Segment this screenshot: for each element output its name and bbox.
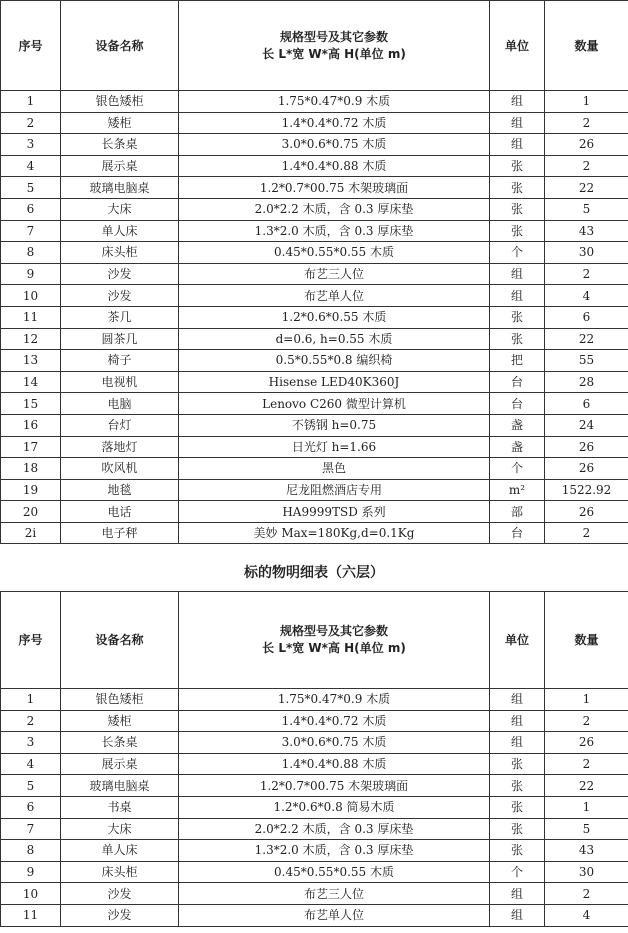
table-row — [1, 371, 628, 393]
cell-qty: 6 — [545, 306, 628, 328]
table-row — [1, 883, 628, 905]
table-row — [1, 91, 628, 113]
cell-spec: 布艺三人位 — [179, 883, 490, 905]
cell-qty: 4 — [545, 904, 628, 926]
cell-qty: 26 — [545, 436, 628, 458]
header-no: 序号 — [1, 1, 61, 91]
equipment-table-2 — [0, 591, 628, 927]
cell-name: 沙发 — [61, 904, 179, 926]
header-spec-line1: 规格型号及其它参数 — [279, 29, 388, 44]
cell-qty: 1522.92 — [545, 479, 628, 501]
table-row — [1, 479, 628, 501]
cell-name: 长条桌 — [61, 732, 179, 754]
cell-unit: 张 — [490, 198, 545, 220]
cell-unit: m² — [490, 479, 545, 501]
table-row — [1, 689, 628, 711]
cell-unit: 部 — [490, 501, 545, 523]
cell-spec: 1.4*0.4*0.72 木质 — [179, 112, 490, 134]
cell-unit: 张 — [490, 796, 545, 818]
table-row — [1, 818, 628, 840]
cell-no: 18 — [1, 458, 61, 480]
table-row — [1, 458, 628, 480]
cell-qty: 28 — [545, 371, 628, 393]
cell-unit: 张 — [490, 155, 545, 177]
cell-qty: 6 — [545, 393, 628, 415]
header-spec-line1: 规格型号及其它参数 — [279, 624, 388, 638]
cell-qty: 5 — [545, 818, 628, 840]
table-row — [1, 840, 628, 862]
cell-qty: 1 — [545, 796, 628, 818]
table-row — [1, 904, 628, 926]
cell-unit: 组 — [490, 883, 545, 905]
table-row — [1, 134, 628, 156]
cell-qty: 30 — [545, 242, 628, 264]
cell-name: 落地灯 — [61, 436, 179, 458]
cell-no: 16 — [1, 414, 61, 436]
cell-spec: 0.5*0.55*0.8 编织椅 — [179, 350, 490, 372]
cell-no: 8 — [1, 242, 61, 264]
table-row — [1, 436, 628, 458]
cell-unit: 组 — [490, 112, 545, 134]
cell-no: 1 — [1, 91, 61, 113]
cell-spec: 1.75*0.47*0.9 木质 — [179, 689, 490, 711]
cell-qty: 1 — [545, 91, 628, 113]
cell-unit: 台 — [490, 393, 545, 415]
cell-unit: 张 — [490, 177, 545, 199]
cell-unit: 盏 — [490, 436, 545, 458]
table-row — [1, 177, 628, 199]
table-row — [1, 350, 628, 372]
cell-qty: 26 — [545, 732, 628, 754]
cell-no: 6 — [1, 796, 61, 818]
cell-unit: 个 — [490, 458, 545, 480]
cell-qty: 43 — [545, 840, 628, 862]
cell-no: 12 — [1, 328, 61, 350]
cell-spec: Lenovo C260 微型计算机 — [179, 393, 490, 415]
table-row — [1, 710, 628, 732]
cell-name: 矮柜 — [61, 112, 179, 134]
cell-name: 银色矮柜 — [61, 91, 179, 113]
cell-spec: 1.4*0.4*0.72 木质 — [179, 710, 490, 732]
header-spec — [179, 592, 490, 689]
table-caption: 标的物明细表（六层） — [244, 565, 384, 581]
cell-no: 5 — [1, 177, 61, 199]
cell-qty: 43 — [545, 220, 628, 242]
cell-qty: 2 — [545, 710, 628, 732]
cell-name: 电子秤 — [61, 522, 179, 544]
cell-spec: 日光灯 h=1.66 — [179, 436, 490, 458]
cell-name: 床头柜 — [61, 861, 179, 883]
cell-no: 11 — [1, 904, 61, 926]
cell-spec: 1.75*0.47*0.9 木质 — [179, 91, 490, 113]
cell-unit: 盏 — [490, 414, 545, 436]
cell-no: 3 — [1, 732, 61, 754]
table-row — [1, 242, 628, 264]
cell-no: 13 — [1, 350, 61, 372]
cell-unit: 台 — [490, 371, 545, 393]
cell-unit: 把 — [490, 350, 545, 372]
cell-spec: 3.0*0.6*0.75 木质 — [179, 134, 490, 156]
cell-spec: 1.2*0.6*0.8 简易木质 — [179, 796, 490, 818]
cell-no: 14 — [1, 371, 61, 393]
header-unit: 单位 — [490, 592, 545, 689]
cell-qty: 26 — [545, 134, 628, 156]
cell-name: 电视机 — [61, 371, 179, 393]
header-qty: 数量 — [545, 592, 628, 689]
table-row — [1, 155, 628, 177]
header-spec-line2: 长 L*宽 W*高 H(单位 m) — [262, 46, 406, 61]
cell-no: 2 — [1, 112, 61, 134]
cell-unit: 张 — [490, 306, 545, 328]
cell-qty: 26 — [545, 501, 628, 523]
table-row — [1, 198, 628, 220]
cell-spec: Hisense LED40K360J — [179, 371, 490, 393]
cell-spec: 0.45*0.55*0.55 木质 — [179, 242, 490, 264]
cell-spec: HA9999TSD 系列 — [179, 501, 490, 523]
header-spec — [179, 1, 490, 91]
cell-qty: 1 — [545, 689, 628, 711]
cell-qty: 22 — [545, 775, 628, 797]
cell-qty: 2 — [545, 155, 628, 177]
cell-no: 10 — [1, 285, 61, 307]
cell-name: 床头柜 — [61, 242, 179, 264]
cell-name: 吹风机 — [61, 458, 179, 480]
cell-spec: 1.3*2.0 木质，含 0.3 厚床垫 — [179, 840, 490, 862]
cell-unit: 组 — [490, 263, 545, 285]
cell-no: 4 — [1, 753, 61, 775]
cell-no: 17 — [1, 436, 61, 458]
table-row — [1, 775, 628, 797]
table-header-row — [1, 592, 628, 689]
cell-name: 沙发 — [61, 263, 179, 285]
cell-name: 大床 — [61, 818, 179, 840]
cell-unit: 组 — [490, 689, 545, 711]
cell-qty: 2 — [545, 753, 628, 775]
cell-no: 7 — [1, 220, 61, 242]
table-row — [1, 861, 628, 883]
cell-unit: 张 — [490, 840, 545, 862]
cell-spec: 2.0*2.2 木质，含 0.3 厚床垫 — [179, 818, 490, 840]
cell-unit: 张 — [490, 818, 545, 840]
cell-name: 大床 — [61, 198, 179, 220]
table-row — [1, 220, 628, 242]
cell-spec: 黑色 — [179, 458, 490, 480]
cell-qty: 22 — [545, 177, 628, 199]
cell-unit: 组 — [490, 710, 545, 732]
cell-no: 15 — [1, 393, 61, 415]
cell-name: 长条桌 — [61, 134, 179, 156]
cell-qty: 24 — [545, 414, 628, 436]
cell-no: 1 — [1, 689, 61, 711]
cell-unit: 张 — [490, 775, 545, 797]
cell-name: 玻璃电脑桌 — [61, 775, 179, 797]
table-row — [1, 522, 628, 544]
cell-spec: 2.0*2.2 木质，含 0.3 厚床垫 — [179, 198, 490, 220]
cell-qty: 5 — [545, 198, 628, 220]
cell-name: 圆茶几 — [61, 328, 179, 350]
cell-no: 4 — [1, 155, 61, 177]
cell-spec: 布艺单人位 — [179, 904, 490, 926]
cell-unit: 张 — [490, 753, 545, 775]
cell-qty: 30 — [545, 861, 628, 883]
cell-no: 8 — [1, 840, 61, 862]
cell-name: 书桌 — [61, 796, 179, 818]
cell-no: 20 — [1, 501, 61, 523]
cell-unit: 组 — [490, 91, 545, 113]
cell-name: 电话 — [61, 501, 179, 523]
table-header-row — [1, 1, 628, 91]
cell-qty: 2 — [545, 883, 628, 905]
header-qty: 数量 — [545, 1, 628, 91]
table-row — [1, 393, 628, 415]
cell-name: 单人床 — [61, 220, 179, 242]
cell-spec: 3.0*0.6*0.75 木质 — [179, 732, 490, 754]
cell-unit: 张 — [490, 220, 545, 242]
header-name: 设备名称 — [61, 1, 179, 91]
cell-unit: 个 — [490, 242, 545, 264]
cell-no: 3 — [1, 134, 61, 156]
cell-no: 19 — [1, 479, 61, 501]
cell-spec: 美妙 Max=180Kg,d=0.1Kg — [179, 522, 490, 544]
cell-unit: 个 — [490, 861, 545, 883]
header-spec-line2: 长 L*宽 W*高 H(单位 m) — [262, 641, 406, 655]
table-row — [1, 796, 628, 818]
cell-name: 地毯 — [61, 479, 179, 501]
cell-spec: 1.2*0.7*00.75 木架玻璃面 — [179, 177, 490, 199]
cell-spec: 尼龙阻燃酒店专用 — [179, 479, 490, 501]
header-name: 设备名称 — [61, 592, 179, 689]
cell-no: 6 — [1, 198, 61, 220]
table-row — [1, 753, 628, 775]
cell-qty: 2 — [545, 263, 628, 285]
table-row — [1, 263, 628, 285]
cell-qty: 2 — [545, 112, 628, 134]
cell-spec: 布艺三人位 — [179, 263, 490, 285]
cell-name: 沙发 — [61, 883, 179, 905]
cell-name: 展示桌 — [61, 753, 179, 775]
cell-name: 玻璃电脑桌 — [61, 177, 179, 199]
cell-qty: 55 — [545, 350, 628, 372]
cell-spec: 0.45*0.55*0.55 木质 — [179, 861, 490, 883]
cell-spec: d=0.6, h=0.55 木质 — [179, 328, 490, 350]
table-row — [1, 732, 628, 754]
cell-no: 9 — [1, 861, 61, 883]
cell-name: 椅子 — [61, 350, 179, 372]
cell-qty: 4 — [545, 285, 628, 307]
cell-spec: 1.4*0.4*0.88 木质 — [179, 155, 490, 177]
cell-name: 沙发 — [61, 285, 179, 307]
cell-no: 7 — [1, 818, 61, 840]
table-row — [1, 112, 628, 134]
cell-name: 茶几 — [61, 306, 179, 328]
table-row — [1, 414, 628, 436]
cell-no: 2i — [1, 522, 61, 544]
cell-unit: 组 — [490, 285, 545, 307]
header-unit: 单位 — [490, 1, 545, 91]
cell-name: 台灯 — [61, 414, 179, 436]
cell-unit: 张 — [490, 328, 545, 350]
cell-spec: 1.2*0.7*00.75 木架玻璃面 — [179, 775, 490, 797]
cell-no: 10 — [1, 883, 61, 905]
cell-name: 单人床 — [61, 840, 179, 862]
cell-name: 银色矮柜 — [61, 689, 179, 711]
cell-no: 9 — [1, 263, 61, 285]
cell-unit: 组 — [490, 732, 545, 754]
cell-spec: 1.4*0.4*0.88 木质 — [179, 753, 490, 775]
cell-qty: 22 — [545, 328, 628, 350]
cell-spec: 不锈钢 h=0.75 — [179, 414, 490, 436]
cell-unit: 组 — [490, 904, 545, 926]
cell-unit: 台 — [490, 522, 545, 544]
header-no: 序号 — [1, 592, 61, 689]
cell-no: 2 — [1, 710, 61, 732]
cell-unit: 组 — [490, 134, 545, 156]
table-row — [1, 501, 628, 523]
cell-no: 11 — [1, 306, 61, 328]
cell-name: 电脑 — [61, 393, 179, 415]
table-row — [1, 328, 628, 350]
cell-no: 5 — [1, 775, 61, 797]
cell-spec: 布艺单人位 — [179, 285, 490, 307]
cell-name: 展示桌 — [61, 155, 179, 177]
table-row — [1, 285, 628, 307]
table-row — [1, 306, 628, 328]
cell-qty: 2 — [545, 522, 628, 544]
cell-spec: 1.3*2.0 木质，含 0.3 厚床垫 — [179, 220, 490, 242]
cell-qty: 26 — [545, 458, 628, 480]
cell-spec: 1.2*0.6*0.55 木质 — [179, 306, 490, 328]
cell-name: 矮柜 — [61, 710, 179, 732]
